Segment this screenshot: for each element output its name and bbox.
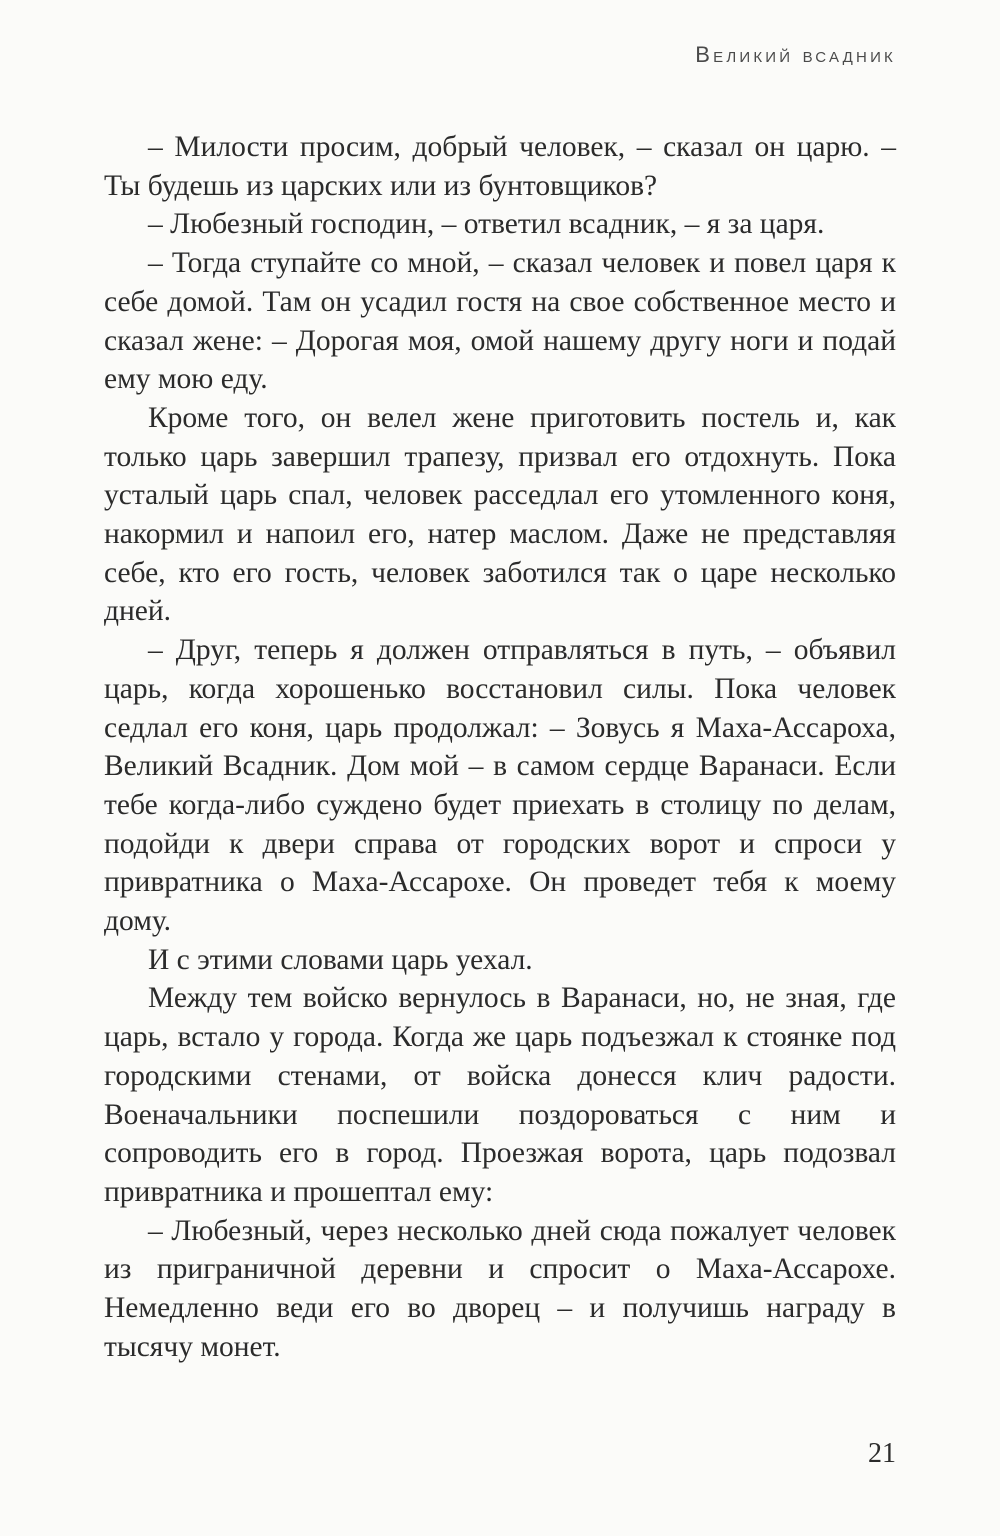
paragraph: Между тем войско вернулось в Варанаси, но, не зная, где царь, встало у города. Когда же царь подъезжал к стоянке под городскими стенами, от войска донесся клич радости. Военачальники поспешили поздороваться с ним и сопроводить его в город. Проезжая ворота, царь подозвал привратника и прошептал ему: [104, 982, 896, 1208]
paragraph: – Милости просим, добрый человек, – сказал он царю. – Ты будешь из царских или из бунтовщиков? [104, 131, 896, 202]
paragraph: – Любезный, через несколько дней сюда пожалует человек из приграничной деревни и спросит о Маха-Ассарохе. Немедленно веди его во дворец – и получишь награду в тысячу монет. [104, 1214, 896, 1363]
paragraph: – Любезный господин, – ответил всадник, – я за царя. [148, 208, 825, 241]
paragraph: И с этими словами царь уехал. [148, 943, 533, 976]
page-number: 21 [868, 1438, 896, 1469]
paragraph: – Тогда ступайте со мной, – сказал человек и повел царя к себе домой. Там он усадил гостя на свое собственное место и сказал жене: – Дорогая моя, омой нашему другу ноги и подай ему мою еду. [104, 247, 896, 396]
paragraph: Кроме того, он велел жене приготовить постель и, как только царь завершил трапезу, призвал его отдохнуть. Пока усталый царь спал, человек расседлал его утомленного коня, накормил и напоил его, натер маслом. Даже не представляя себе, кто его гость, человек заботился так о царе несколько дней. [104, 401, 896, 628]
running-head: Великий всадник [695, 42, 896, 67]
body-text [104, 128, 896, 1367]
paragraph: – Друг, теперь я должен отправляться в путь, – объявил царь, когда хорошенько восстановил силы. Пока человек седлал его коня, царь продолжал: – Зовусь я Маха-Ассароха, Великий Всадник. Дом мой – в самом сердце Варанаси. Если тебе когда-либо суждено будет приехать в столицу по делам, подойди к двери справа от городских ворот и спроси у привратника о Маха-Ассарохе. Он проведет тебя к моему дому. [104, 634, 896, 938]
